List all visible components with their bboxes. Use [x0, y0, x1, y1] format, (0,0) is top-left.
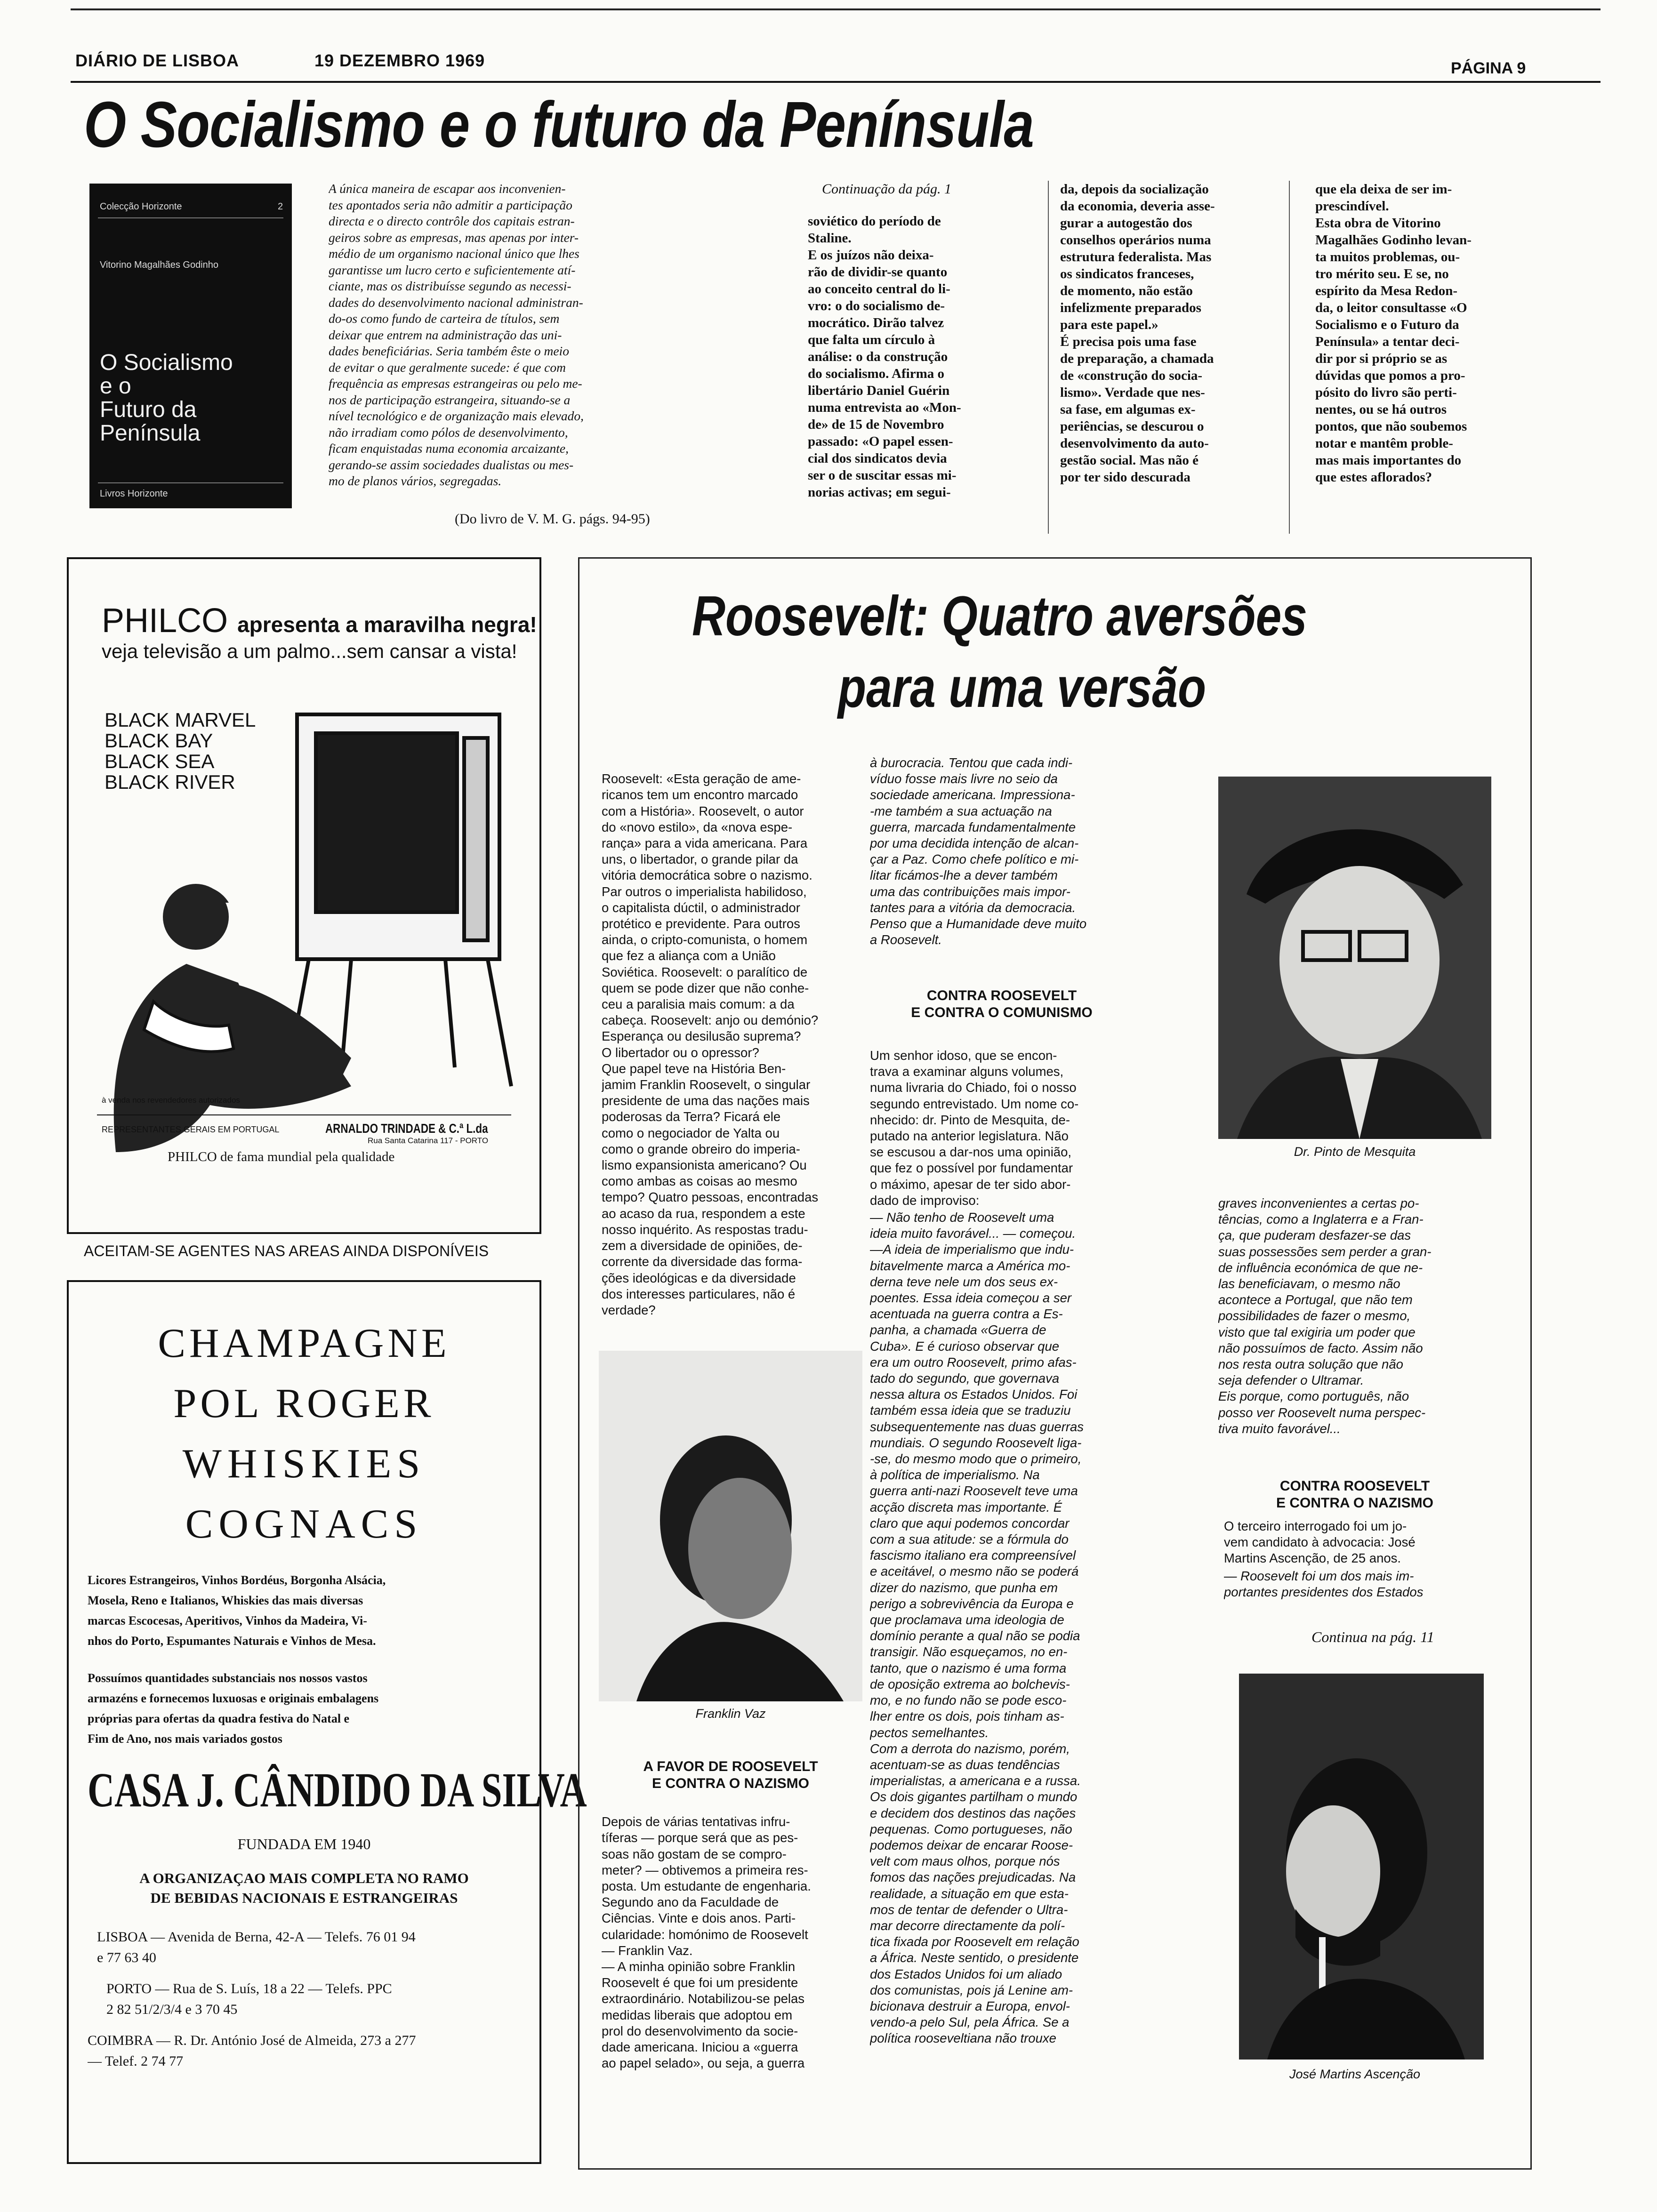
philco-brand-name: PHILCO: [102, 602, 228, 640]
masthead-rule: [71, 81, 1601, 83]
ascencao-answer: — Roosevelt foi um dos mais im- portantes presidentes dos Estados: [1224, 1569, 1424, 1600]
top-rule: [71, 8, 1601, 10]
masthead-paper-name: DIÁRIO DE LISBOA: [75, 51, 240, 70]
ad-stock: Possuímos quantidades substanciais nos nossos vastos armazéns e fornecemos luxuosas e originais embalagens próprias para ofertas da quadra festiva do Natal e Fim de Ano, nos mais variados gostos: [88, 1671, 379, 1746]
roosevelt-intro: [602, 755, 865, 1347]
portrait-photo: [599, 1351, 862, 1701]
excerpt-source: (Do livro de V. M. G. págs. 94-95): [455, 511, 650, 527]
continued-from: Continuação da pág. 1: [822, 181, 951, 197]
ad-line-champagne: CHAMPAGNE: [158, 1321, 450, 1366]
philco-rule: [97, 1114, 511, 1115]
caption-franklin-vaz: Franklin Vaz: [695, 1707, 766, 1721]
photo-pinto-de-mesquita: [1218, 777, 1491, 1139]
subhead-favor: A FAVOR DE ROOSEVELT E CONTRA O NAZISMO: [643, 1759, 818, 1791]
philco-models: BLACK MARVEL BLACK BAY BLACK SEA BLACK RIVER: [105, 710, 256, 793]
philco-tv-illustration: [88, 700, 521, 1157]
intro-text: Roosevelt: «Esta geração de ame- ricanos tem um encontro marcado com a História». Roosevelt, o autor do «novo estilo», da «nova espe- rança» para a vida americana. Para uns, o libertador, o grande pilar da vitória democrática sobre o nazismo. Par outros o imperialista habilidoso, o capitalista dúctil, o administrador protético e previdente. Para outros ainda, o cripto-comunista, o homem que fez a aliança com a União Soviética. Roosevelt: o paralítico de quem se pode dizer que não conhe- ceu a paralisia mais comum: a da cabeça. Roosevelt: anjo ou demónio? Esperança ou desilusão suprema? O libertador ou o opressor? Que papel teve na História Ben- jamim Franklin Roosevelt, o singular presidente de uma das nações mais poderosas da Terra? Ficará ele como o negociador de Yalta ou como o grande obreiro do imperia- lismo expansionista americano? Ou como ambas as coisas ao mesmo tempo? Quatro pessoas, encontradas ao acaso da rua, respondem a este nosso inquérito. As respostas tradu- zem a diversidade de opiniões, de- corrente da diversidade das forma- ções ideológicas e da diversidade dos interesses particulares, não é verdade?: [602, 771, 819, 1317]
mesquita-answer-end: graves inconvenientes a certas po- tências, como a Inglaterra e a Fran- ça, que puderam desfazer-se das suas possessões sem perder a gran- de influência económica de que ne- las beneficiavam, o mesmo não acontece a Portugal, que não tem possibilidades de fazer o mesmo, visto que tal exigiria um poder que não possuímos de facto. Assim não nos resta outra solução que não seja defender o Ultramar. Eis porque, como português, não posso ver Roosevelt numa perspec- tiva muito favorável...: [1218, 1196, 1432, 1436]
philco-ad: [67, 557, 541, 1234]
ad-line-pol-roger: POL ROGER: [173, 1381, 435, 1427]
book-series: Colecção Horizonte: [100, 201, 182, 212]
column-rule: [1048, 181, 1049, 534]
ad-founded: FUNDADA EM 1940: [237, 1835, 371, 1852]
page-number: PÁGINA 9: [1451, 59, 1526, 77]
vaz-answer: [602, 1798, 865, 2146]
article-column-3: que ela deixa de ser im- prescindível. Esta obra de Vitorino Magalhães Godinho levan- ta muitos problemas, ou- tro mérito seu. E se, no espírito da Mesa Redon- da, o leitor consultasse «O Socialismo e o Futuro da Península» a tentar deci- dir por si próprio se as dúvidas que pomos a pro- pósito do livro são perti- nentes, ou se há outros pontos, que não soubemos notar e mantêm proble- mas mais importantes do que estes aflorados?: [1315, 182, 1472, 485]
article-column-1: soviético do período de Staline. E os juízos não deixa- rão de dividir-se quanto ao conceito central do li- vro: o do socialismo de- mocrático. Dirão talvez que falta um círculo à análise: o da construção do socialismo. Afirma o libertário Daniel Guérin numa entrevista ao «Mon- de» de 15 de Novembro passado: «O papel essen- cial dos sindicatos devia ser o de suscitar essas mi- norias activas; em segui-: [808, 214, 961, 500]
book-title: O Socialismo e o Futuro da Península: [100, 351, 233, 445]
vaz-answer-continued: à burocracia. Tentou que cada indi- víduo fosse mais livre no seio da sociedade americana. Impressiona- -me também a sua actuação na guerra, marcada fundamentalmente por uma decidida intenção de alcan- çar a Paz. Como chefe político e mi- litar ficámos-lhe a dever também uma das contribuições mais impor- tantes para a vitória da democracia. Penso que a Humanidade deve muito a Roosevelt.: [870, 755, 1087, 947]
book-number: 2: [278, 201, 283, 212]
book-divider-bottom: [98, 482, 283, 483]
photo-jose-martins-ascencao: [1239, 1674, 1484, 2060]
roosevelt-headline-1: Roosevelt: Quatro aversões: [692, 585, 1308, 648]
ascencao-intro: O terceiro interrogado foi um jo- vem candidato à advocacia: José Martins Ascenção, de 25 anos.: [1224, 1519, 1416, 1566]
philco-tagline-2: veja televisão a um palmo...sem cansar a vista!: [102, 640, 517, 662]
ad-company: CASA J. CÂNDIDO DA SILVA: [88, 1763, 587, 1817]
ad-lisboa: LISBOA — Avenida de Berna, 42-A — Telefs. 76 01 94 e 77 63 40: [97, 1929, 416, 1965]
book-divider: [98, 217, 283, 218]
philco-rep-address: Rua Santa Catarina 117 - PORTO: [368, 1136, 489, 1145]
continued-to: Continua na pág. 11: [1311, 1628, 1434, 1645]
subhead-comunismo: CONTRA ROOSEVELT E CONTRA O COMUNISMO: [911, 988, 1093, 1020]
mesquita-intro: Um senhor idoso, que se encon- trava a examinar alguns volumes, numa livraria do Chiado, foi o nosso segundo entrevistado. Um nome co- nhecido: dr. Pinto de Mesquita, de- putado na anterior legislatura. Não se escusou a dar-nos uma opinião, que fez o possível por fundamentar o máximo, apesar de ter sido abor- dado de improviso:: [870, 1048, 1079, 1208]
ad-porto: PORTO — Rua de S. Luís, 18 a 22 — Telefs. PPC 2 82 51/2/3/4 e 3 70 45: [106, 1981, 392, 2017]
book-cover: [89, 184, 292, 508]
ad-line-cognacs: COGNACS: [185, 1501, 423, 1547]
caption-jose-martins-ascencao: José Martins Ascenção: [1289, 2067, 1421, 2081]
philco-fame: PHILCO de fama mundial pela qualidade: [168, 1149, 395, 1164]
liquor-ad: [67, 1280, 587, 2164]
masthead-date: 19 DEZEMBRO 1969: [314, 51, 485, 70]
philco-tagline: apresenta a maravilha negra!: [237, 612, 537, 637]
ad-claim: A ORGANIZAÇAO MAIS COMPLETA NO RAMO DE BEBIDAS NACIONAIS E ESTRANGEIRAS: [139, 1870, 469, 1906]
ad-line-whiskies: WHISKIES: [182, 1441, 426, 1487]
ad-products: Licores Estrangeiros, Vinhos Bordéus, Borgonha Alsácia, Mosela, Reno e Italianos, Whiskies das mais diversas marcas Escocesas, Aperitivos, Vinhos da Madeira, Vi- nhos do Porto, Espumantes Naturais e Vinhos de Mesa.: [88, 1573, 386, 1648]
roosevelt-headline-2: para uma versão: [838, 656, 1207, 719]
vaz-text: Depois de várias tentativas infru- tíferas — porque será que as pes- soas não gostam de se compro- meter? — obtivemos a primeira res- posta. Um estudante de engenharia. Segundo ano da Faculdade de Ciências. Vinte e dois anos. Parti- cularidade: homónimo de Roosevelt — Franklin Vaz. — A minha opinião sobre Franklin Roosevelt é que foi um presidente extraordinário. Notabilizou-se pelas medidas liberais que adoptou em prol do desenvolvimento da socie- dade americana. Iniciou a «guerra ao papel selado», ou seja, a guerra: [602, 1814, 811, 2071]
philco-reps: REPRESENTANTES GERAIS EM PORTUGAL: [102, 1125, 280, 1134]
caption-pinto-de-mesquita: Dr. Pinto de Mesquita: [1294, 1145, 1416, 1159]
portrait-photo: [1239, 1674, 1484, 2060]
mesquita-answer: — Não tenho de Roosevelt uma ideia muito favorável... — começou. —A ideia de imperialismo que indu- bitavelmente marca a América mo- derna teve nele um dos seus ex- poentes. Essa ideia começou a ser acentuada na guerra contra a Es- panha, a chamada «Guerra de Cuba». E é curioso observar que era um outro Roosevelt, primo afas- tado do segundo, que governava nessa altura os Estados Unidos. Foi também essa ideia que se traduziu subsequentemente nas duas guerras mundiais. O segundo Roosevelt liga- -se, do mesmo modo que o primeiro, à política de imperialismo. Na guerra anti-nazi Roosevelt teve uma acção discreta mas importante. É claro que aqui podemos concordar com a sua atitude: se a fórmula do fascismo italiano era compreensível e aceitável, o mesmo não se poderá dizer do nazismo, que punha em perigo a sobrevivência da Europa e que proclamava uma ideologia de domínio perante a qual não se podia transigir. Não esqueçamos, no en- tanto, que o nazismo é uma forma de oposição extrema ao bolchevis- mo, e no fundo não se pode esco- lher entre os dois, pois tinham as- pectos semelhantes. Com a derrota do nazismo, porém, acentuam-se as duas tendências imperialistas, a americana e a russa. Os dois gigantes partilham o mundo e decidem dos destinos das nações pequenas. Como portugueses, não podemos deixar de encarar Roose- velt com maus olhos, porque nós fomos das nações prejudicadas. Na realidade, a situação em que esta- mos de tentar de defender o Ultra- mar decorre directamente da polí- tica fixada por Roosevelt em relação a África. Neste sentido, o presidente dos Estados Unidos foi um aliado dos comunistas, pois já Lenine am- bicionava destruir a Europa, envol- vendo-a pelo Sul, pela África. Se a política rooseveltiana não trouxe: [870, 1210, 1084, 2046]
subhead-nazismo: CONTRA ROOSEVELT E CONTRA O NAZISMO: [1276, 1478, 1433, 1511]
column-rule: [1289, 181, 1290, 534]
philco-agents: ACEITAM-SE AGENTES NAS AREAS AINDA DISPONÍVEIS: [84, 1242, 489, 1259]
article-column-2: da, depois da socialização da economia, deveria asse- gurar a autogestão dos conselhos operários numa estrutura federalista. Mas os sindicatos franceses, de momento, não estão infelizmente preparados para este papel.» É precisa pois uma fase de preparação, a chamada de «construção do socia- lismo». Verdade que nes- sa fase, em algumas ex- periências, se descurou o desenvolvimento da auto- gestão social. Mas não é por ter sido descurada: [1060, 182, 1215, 485]
photo-franklin-vaz: [599, 1351, 862, 1701]
philco-dealers: à venda nos revendedores autorizados: [102, 1096, 240, 1105]
philco-brand: [102, 601, 537, 640]
article-headline: O Socialismo e o futuro da Península: [84, 88, 1034, 161]
book-author: Vitorino Magalhães Godinho: [100, 260, 219, 270]
portrait-photo: [1218, 777, 1491, 1139]
philco-rep-name: ARNALDO TRINDADE & C.ª L.da: [325, 1121, 488, 1136]
book-excerpt: A única maneira de escapar aos inconvenien- tes apontados seria não admitir a participação directa e o directo contrôle dos capitais estran- geiros sobre as empresas, mas apenas por inter- médio de um organismo nacional único que lhes garantisse um lucro certo e suficientemente atí- ciante, mas os distribuísse segundo as necessi- dades do desenvolvimento nacional administran- do-os como fundo de carteira de títulos, sem deixar que entrem na administração das uni- dades beneficiárias. Seria também êste o meio de evitar o que geralmente sucede: é que com frequência as empresas estrangeiras ou pelo me- nos de participação estrangeira, situando-se a nível tecnológico e de organização mais elevado, não irradiam como pólos de desenvolvimento, ficam enquistadas numa economia arcaizante, gerando-se assim sociedades dualistas ou mes- mo de planos vários, segregadas.: [329, 181, 584, 488]
ad-coimbra: COIMBRA — R. Dr. António José de Almeida, 273 a 277 — Telef. 2 74 77: [88, 2033, 416, 2069]
book-publisher: Livros Horizonte: [100, 489, 168, 499]
